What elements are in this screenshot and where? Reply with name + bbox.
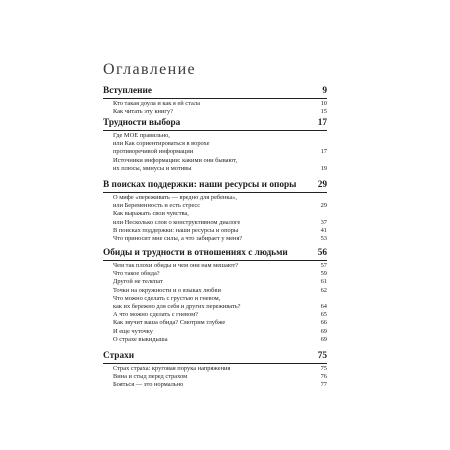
toc-entry: [113, 381, 327, 389]
entry-title-line: Что можно сделать с грустью и гневом,: [113, 294, 221, 302]
toc-entry: [113, 227, 327, 235]
entry-title-line: Бояться — это нормально: [113, 381, 184, 389]
section-page-number: 17: [317, 118, 327, 128]
entry-page-number: 53: [320, 235, 327, 243]
toc-entry: [113, 157, 327, 173]
entry-page-number: 66: [320, 319, 327, 327]
entry-title-line: Чем так плохи обиды и чем они нам мешают?: [113, 262, 239, 269]
section-heading: [103, 248, 327, 261]
entry-page-number: 69: [320, 335, 327, 343]
entry-page-number: 75: [320, 365, 327, 372]
entry-title-line: О мифе «переживать — вредно для ребенка»,: [113, 194, 237, 201]
entry-title-line: О страхе выкидыша: [113, 335, 168, 343]
toc-entry: [113, 194, 327, 210]
entry-title-line: Кто такая доула и как я ей стала: [113, 100, 200, 107]
entry-title-line: Где МОЕ правильно,: [113, 132, 170, 139]
toc-entry: [113, 132, 327, 157]
toc-section: [103, 86, 327, 116]
section-heading: [103, 118, 327, 131]
section-page-number: 75: [317, 351, 327, 361]
entry-page-number: 10: [320, 100, 327, 107]
section-page-number: 29: [317, 180, 327, 190]
entry-page-number: 29: [320, 202, 327, 210]
entry-page-number: 62: [320, 286, 327, 294]
toc-entry: [113, 295, 327, 311]
page-title: Оглавление: [103, 61, 197, 78]
toc-entry: [113, 336, 327, 344]
section-title: Трудности выбора: [103, 118, 181, 128]
entry-title-line: их плюсы, минусы и мотивы: [113, 164, 192, 172]
entry-title-line: как их бережно для себя и других переживать?: [113, 303, 241, 311]
toc-entry: [113, 262, 327, 270]
entry-page-number: 69: [320, 327, 327, 335]
section-title: В поисках поддержки: наши ресурсы и опоры: [103, 180, 297, 190]
toc-entry: [113, 287, 327, 295]
section-heading: [103, 351, 327, 364]
entry-title-line: В поисках поддержки: наши ресурсы и опоры: [113, 226, 239, 234]
entry-page-number: 41: [320, 226, 327, 234]
toc-entry: [113, 270, 327, 278]
entry-page-number: 15: [320, 108, 327, 116]
entry-title-line: Как читать эту книгу?: [113, 108, 174, 116]
entry-page-number: 77: [320, 381, 327, 389]
toc-entry: [113, 108, 327, 116]
toc-entry: [113, 100, 327, 108]
entry-page-number: 37: [320, 218, 327, 226]
entry-title-line: Что приносит мне силы, а что забирает у меня?: [113, 235, 243, 243]
entry-title-line: или Беременность и есть стресс: [113, 202, 201, 210]
entry-page-number: 57: [320, 262, 327, 269]
entry-title-line: Как выражать свои чувства,: [113, 210, 189, 218]
entry-page-number: 19: [320, 164, 327, 172]
entry-title-line: или Несколько слов о конструктивном диалоге: [113, 218, 241, 226]
entry-page-number: 61: [320, 278, 327, 286]
section-heading: [103, 86, 327, 99]
entry-title-line: А что можно сделать с гневом?: [113, 311, 198, 319]
toc-section: [103, 180, 327, 243]
section-page-number: 56: [317, 248, 327, 258]
entry-title-line: Что такое обида?: [113, 270, 160, 278]
entry-title-line: Как звучит ваша обида? Смотрим глубже: [113, 319, 226, 327]
toc-entry: [113, 311, 327, 319]
entry-page-number: 64: [320, 303, 327, 311]
section-items: [103, 261, 327, 344]
entry-title-line: или Как сориентироваться в ворохе: [113, 140, 210, 148]
entry-page-number: 59: [320, 270, 327, 278]
section-title: Страхи: [103, 351, 135, 361]
toc-entry: [113, 235, 327, 243]
section-page-number: 9: [322, 86, 327, 96]
toc-entry: [113, 365, 327, 373]
entry-title-line: И еще чуточку: [113, 327, 153, 335]
entry-title-line: Страх страха: круговая порука напряжения: [113, 365, 231, 372]
toc-section: [103, 351, 327, 390]
entry-page-number: 17: [320, 148, 327, 156]
entry-title-line: Другой не телепат: [113, 278, 163, 286]
entry-title-line: Вина и стыд перед страхом: [113, 373, 188, 381]
section-heading: [103, 180, 327, 193]
toc-section: [103, 118, 327, 173]
toc-entry: [113, 373, 327, 381]
toc-entry: [113, 278, 327, 286]
entry-page-number: 76: [320, 373, 327, 381]
toc-section: [103, 248, 327, 344]
toc-entry: [113, 328, 327, 336]
entry-title-line: Точки на окружности и о языках любви: [113, 286, 221, 294]
toc-entry: [113, 319, 327, 327]
entry-title-line: противоречивой информации: [113, 148, 194, 156]
section-items: [103, 193, 327, 243]
section-title: Вступление: [103, 86, 152, 96]
section-items: [103, 99, 327, 116]
entry-title-line: Источники информации: какими они бывают,: [113, 156, 238, 164]
section-items: [103, 131, 327, 173]
section-items: [103, 364, 327, 390]
entry-page-number: 65: [320, 311, 327, 319]
toc-entry: [113, 210, 327, 226]
section-title: Обиды и трудности в отношениях с людьми: [103, 248, 288, 258]
